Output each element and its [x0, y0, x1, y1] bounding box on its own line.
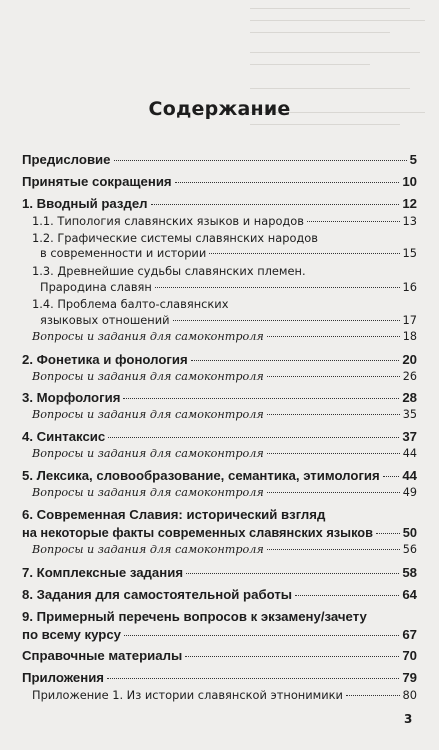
toc-entry[interactable]	[22, 670, 417, 685]
toc-entry-title: Приложения	[22, 670, 105, 685]
toc-entry-title: 1.4. Проблема балто-славянских	[32, 297, 229, 311]
toc-entry-title-cont: по всему курсу	[22, 627, 122, 642]
toc-entry-title: Приложение 1. Из истории славянской этнонимики	[32, 688, 343, 702]
toc-entry-page: 5	[409, 152, 417, 167]
toc-entry-title: 1. Вводный раздел	[22, 196, 148, 211]
leader-dots	[267, 414, 400, 415]
toc-entry-title: 7. Комплексные задания	[22, 565, 184, 580]
toc-entry[interactable]	[22, 468, 417, 483]
page-title: Содержание	[148, 98, 291, 120]
leader-dots	[124, 635, 399, 636]
toc-entry-title: Вопросы и задания для самоконтроля	[32, 330, 264, 343]
toc-entry-page: 50	[402, 525, 417, 540]
toc-entry-title: 2. Фонетика и фонология	[22, 352, 188, 367]
toc-entry[interactable]	[22, 429, 417, 444]
toc-entry-page: 15	[402, 246, 417, 260]
leader-dots	[191, 360, 400, 361]
toc-entry-title: 3. Морфология	[22, 390, 121, 405]
toc-subentry-line1[interactable]	[32, 231, 417, 245]
toc-questions[interactable]	[32, 330, 417, 343]
toc-entry-page: 49	[402, 486, 417, 499]
toc-entry-line1[interactable]	[22, 507, 417, 522]
toc-entry-title-cont: Прародина славян	[40, 280, 152, 294]
toc-subentry[interactable]	[32, 214, 417, 228]
leader-dots	[376, 533, 400, 534]
toc-questions[interactable]	[32, 370, 417, 383]
toc-entry-title: Вопросы и задания для самоконтроля	[32, 543, 264, 556]
toc-entry-title: 6. Современная Славия: исторический взгляд	[22, 507, 326, 522]
toc-entry-title: 1.2. Графические системы славянских народов	[32, 231, 318, 245]
toc-entry-page: 28	[402, 390, 417, 405]
toc-entry[interactable]	[22, 196, 417, 211]
toc-entry[interactable]	[22, 174, 417, 189]
toc-entry-page: 58	[402, 565, 417, 580]
toc-entry[interactable]	[22, 390, 417, 405]
toc-entry-page: 37	[402, 429, 417, 444]
leader-dots	[267, 492, 400, 493]
toc-entry-line2[interactable]	[22, 525, 417, 540]
toc-entry-title: Вопросы и задания для самоконтроля	[32, 370, 264, 383]
toc-entry-title: 1.1. Типология славянских языков и народов	[32, 214, 304, 228]
page-number: 3	[404, 712, 413, 726]
toc-entry[interactable]	[22, 352, 417, 367]
toc-subentry[interactable]	[32, 688, 417, 702]
toc-entry-page: 67	[402, 627, 417, 642]
toc-entry-page: 79	[402, 670, 417, 685]
toc-entry-title: 8. Задания для самостоятельной работы	[22, 587, 293, 602]
leader-dots	[267, 376, 400, 377]
toc-subentry-line2[interactable]	[40, 280, 417, 294]
leader-dots	[108, 437, 399, 438]
leader-dots	[295, 595, 399, 596]
toc-subentry-line1[interactable]	[32, 264, 417, 278]
toc-questions[interactable]	[32, 543, 417, 556]
leader-dots	[114, 160, 407, 161]
leader-dots	[175, 182, 400, 183]
toc-questions[interactable]	[32, 486, 417, 499]
toc-entry-page: 16	[402, 280, 417, 294]
toc-entry-title-cont: на некоторые факты современных славянских языков	[22, 525, 373, 540]
toc-entry-title: 1.3. Древнейшие судьбы славянских племен.	[32, 264, 306, 278]
toc-entry-page: 26	[402, 370, 417, 383]
leader-dots	[267, 336, 400, 337]
toc-entry-page: 20	[402, 352, 417, 367]
leader-dots	[123, 398, 399, 399]
leader-dots	[173, 320, 400, 321]
toc-entry-title: Вопросы и задания для самоконтроля	[32, 408, 264, 421]
leader-dots	[155, 287, 400, 288]
toc-entry-page: 56	[402, 543, 417, 556]
leader-dots	[107, 678, 399, 679]
toc-entry[interactable]	[22, 587, 417, 602]
toc-entry-page: 17	[402, 313, 417, 327]
leader-dots	[267, 453, 400, 454]
toc-entry-title: Вопросы и задания для самоконтроля	[32, 447, 264, 460]
toc-questions[interactable]	[32, 408, 417, 421]
toc-entry-line2[interactable]	[22, 627, 417, 642]
toc-subentry-line1[interactable]	[32, 297, 417, 311]
leader-dots	[383, 476, 400, 477]
toc-entry-page: 70	[402, 648, 417, 663]
toc-entry-page: 80	[402, 688, 417, 702]
toc-entry-title: Вопросы и задания для самоконтроля	[32, 486, 264, 499]
toc-entry-title-cont: в современности и истории	[40, 246, 207, 260]
leader-dots	[209, 253, 399, 254]
toc-entry-page: 35	[402, 408, 417, 421]
toc-entry-title: Справочные материалы	[22, 648, 183, 663]
toc-entry-title: 5. Лексика, словообразование, семантика, этимология	[22, 468, 380, 483]
toc-entry-page: 44	[402, 468, 417, 483]
toc-entry-page: 64	[402, 587, 417, 602]
leader-dots	[267, 549, 400, 550]
toc-entry[interactable]	[22, 648, 417, 663]
toc-entry-page: 10	[402, 174, 417, 189]
leader-dots	[186, 573, 399, 574]
toc-subentry-line2[interactable]	[40, 313, 417, 327]
toc-questions[interactable]	[32, 447, 417, 460]
leader-dots	[346, 695, 400, 696]
leader-dots	[151, 204, 400, 205]
toc-entry-title: Предисловие	[22, 152, 111, 167]
toc-entry[interactable]	[22, 152, 417, 167]
toc-entry-title: 4. Синтаксис	[22, 429, 106, 444]
toc-entry[interactable]	[22, 565, 417, 580]
leader-dots	[185, 656, 399, 657]
toc-entry-page: 44	[402, 447, 417, 460]
toc-entry-title: 9. Примерный перечень вопросов к экзамену/зачету	[22, 609, 367, 624]
toc-entry-title: Принятые сокращения	[22, 174, 172, 189]
toc-entry-page: 12	[402, 196, 417, 211]
toc-entry-page: 18	[402, 330, 417, 343]
leader-dots	[307, 221, 400, 222]
toc-entry-line1[interactable]	[22, 609, 417, 624]
toc-subentry-line2[interactable]	[40, 246, 417, 260]
toc-entry-page: 13	[402, 214, 417, 228]
toc-entry-title-cont: языковых отношений	[40, 313, 170, 327]
